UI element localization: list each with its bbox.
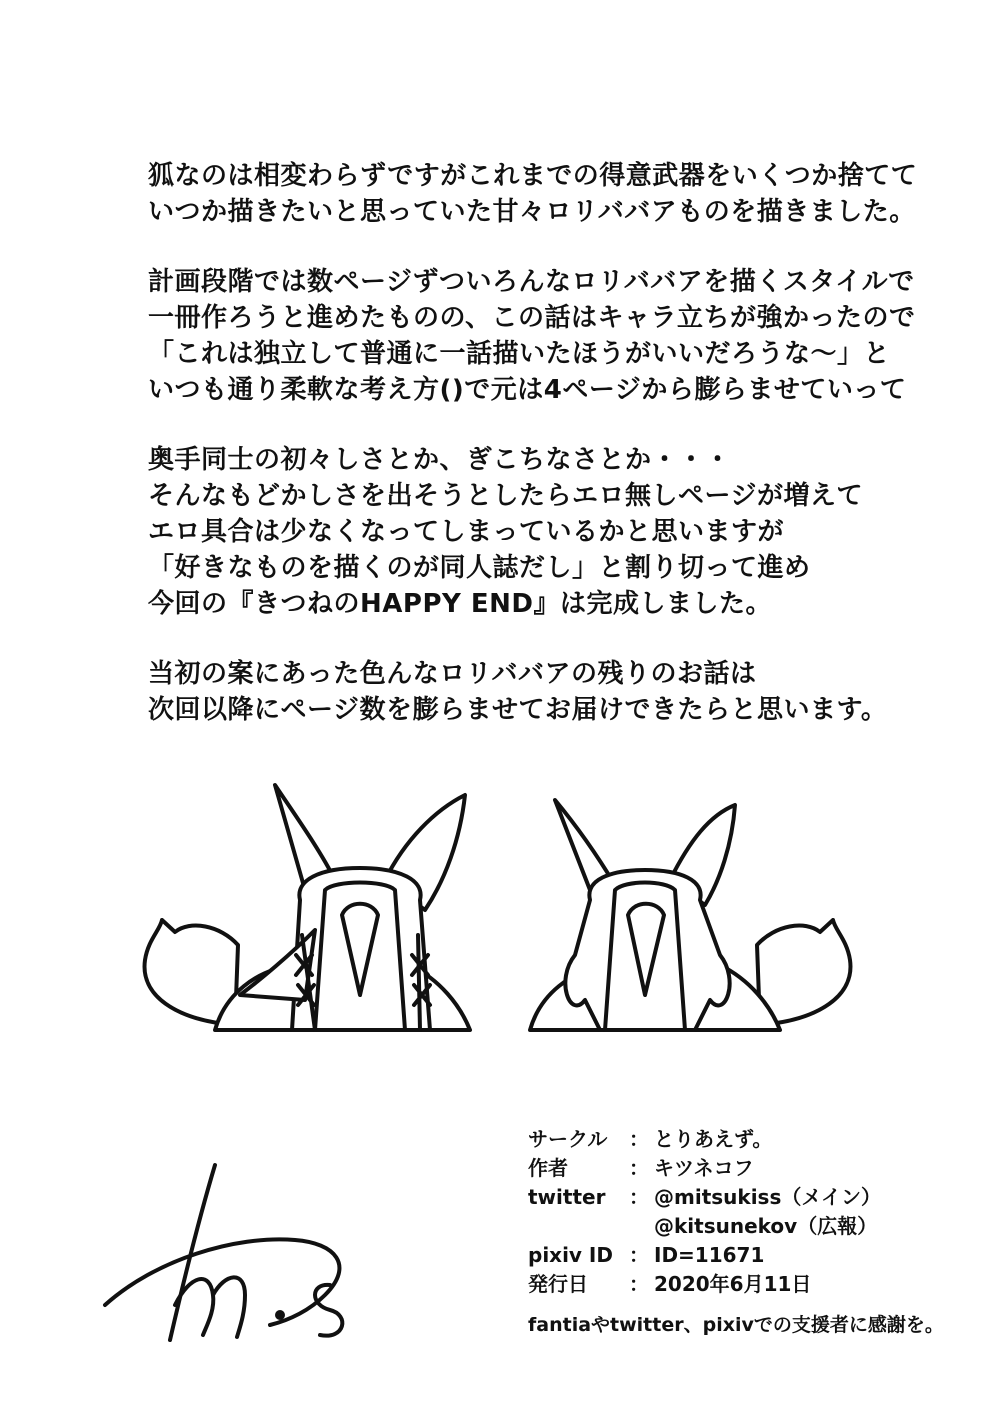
credit-value: @kitsunekov（広報） bbox=[654, 1214, 878, 1238]
thanks-note: fantiaやtwitter、pixivでの支援者に感謝を。 bbox=[528, 1314, 944, 1336]
text-line: 「これは独立して普通に一話描いたほうがいいだろうな〜」と bbox=[148, 339, 891, 369]
credit-row-circle bbox=[528, 1125, 988, 1154]
credit-row-date bbox=[528, 1270, 988, 1299]
credit-separator-blank bbox=[624, 1212, 654, 1241]
credit-label bbox=[528, 1212, 624, 1241]
credit-value: キツネコフ bbox=[654, 1156, 754, 1180]
text-line: 「好きなものを描くのが同人誌だし」と割り切って進め bbox=[148, 553, 811, 583]
right-fox-figure bbox=[530, 800, 850, 1030]
credit-separator: ： bbox=[629, 1156, 649, 1180]
text-line: 狐なのは相変わらずですがこれまでの得意武器をいくつか捨てて bbox=[148, 161, 918, 191]
credit-label: 発行日 bbox=[528, 1272, 588, 1296]
fox-mascots-illustration bbox=[120, 780, 880, 1050]
credit-separator: ： bbox=[629, 1127, 649, 1151]
credit-row-twitter bbox=[528, 1183, 988, 1212]
credit-label: サークル bbox=[528, 1127, 608, 1151]
paragraph-4 bbox=[148, 656, 888, 728]
text-line: そんなもどかしさを出そうとしたらエロ無しページが増えて bbox=[148, 481, 863, 511]
credit-row-twitter-sub bbox=[528, 1212, 988, 1241]
credit-label: twitter bbox=[528, 1185, 606, 1209]
credit-separator: ： bbox=[629, 1243, 649, 1267]
paragraph-1 bbox=[148, 158, 918, 230]
credits-block bbox=[528, 1125, 988, 1339]
text-line: いつか描きたいと思っていた甘々ロリババアものを描きました。 bbox=[148, 197, 916, 227]
text-line: 今回の『きつねのHAPPY END』は完成しました。 bbox=[148, 589, 772, 619]
text-line: エロ具合は少なくなってしまっているかと思いますが bbox=[148, 517, 785, 547]
credit-label: pixiv ID bbox=[528, 1243, 613, 1267]
credit-row-author bbox=[528, 1154, 988, 1183]
text-line: 一冊作ろうと進めたものの、この話はキャラ立ちが強かったので bbox=[148, 303, 916, 333]
left-fox-figure bbox=[145, 785, 470, 1030]
paragraph-3 bbox=[148, 442, 888, 622]
credit-value: とりあえず。 bbox=[654, 1127, 773, 1151]
handwritten-signature bbox=[95, 1155, 385, 1355]
text-line: 当初の案にあった色んなロリババアの残りのお話は bbox=[148, 659, 757, 689]
credit-value: @mitsukiss（メイン） bbox=[654, 1185, 881, 1209]
credit-label: 作者 bbox=[528, 1156, 568, 1180]
credit-value: ID=11671 bbox=[654, 1243, 765, 1267]
credit-value: 2020年6月11日 bbox=[654, 1272, 812, 1296]
credit-separator: ： bbox=[629, 1185, 649, 1209]
paragraph-2 bbox=[148, 264, 916, 408]
text-line: 奥手同士の初々しさとか、ぎこちなさとか・・・ bbox=[148, 445, 732, 475]
credit-separator: ： bbox=[629, 1272, 649, 1296]
text-line: 計画段階では数ページずついろんなロリババアを描くスタイルで bbox=[148, 267, 915, 297]
afterword bbox=[148, 158, 918, 762]
text-line: いつも通り柔軟な考え方()で元は4ページから膨らませていって bbox=[148, 375, 907, 405]
credit-row-pixiv bbox=[528, 1241, 988, 1270]
text-line: 次回以降にページ数を膨らませてお届けできたらと思います。 bbox=[148, 695, 888, 725]
